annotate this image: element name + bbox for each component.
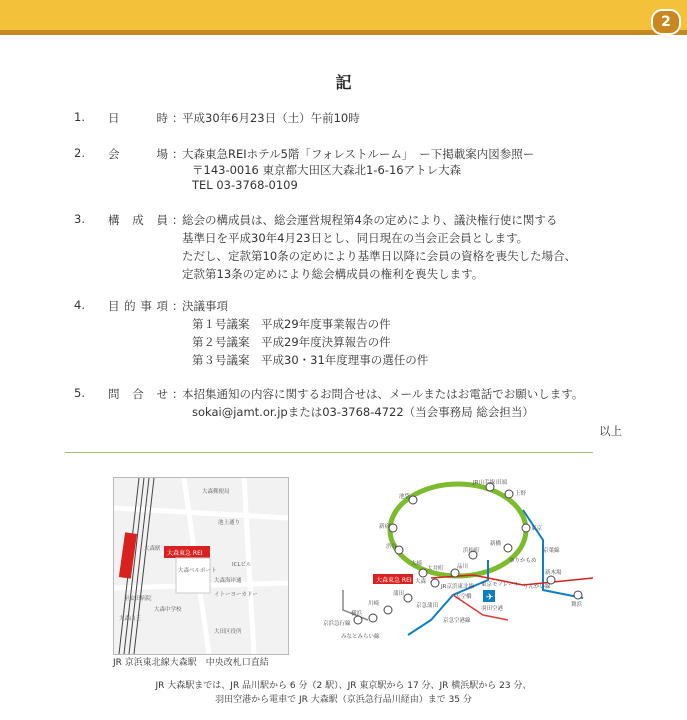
item-label: 構 成 員 bbox=[108, 213, 168, 227]
line-label: JR京浜東北線 bbox=[441, 584, 474, 590]
section-divider bbox=[65, 452, 593, 453]
station-label: 東京 bbox=[531, 526, 543, 532]
item-label: 日 時 bbox=[108, 111, 168, 125]
route-hotel-label: 大森東急 REI bbox=[376, 577, 412, 584]
map-label: 大森山王 bbox=[119, 616, 142, 622]
item-number: 2. bbox=[74, 146, 85, 160]
page-number-badge: 2 bbox=[651, 9, 681, 35]
station-label: 新宿 bbox=[379, 524, 391, 530]
map-label: 大森郵便局 bbox=[202, 489, 230, 495]
item-label: 目 的 事 項 bbox=[108, 299, 168, 313]
map-label: ICLビル bbox=[232, 562, 252, 568]
station-label: 蒲田 bbox=[393, 591, 405, 597]
area-map-drawing bbox=[114, 478, 288, 654]
station-label: 大崎 bbox=[411, 561, 423, 567]
closing-mark: 以上 bbox=[599, 424, 622, 438]
map-label: 池上通り bbox=[218, 520, 241, 526]
station-label: 品川 bbox=[457, 564, 469, 570]
map-label: 大森ベルポート bbox=[178, 568, 217, 574]
item-number: 4. bbox=[74, 298, 85, 312]
map-label: 大森海岸通 bbox=[214, 578, 242, 584]
station-label: 渋谷 bbox=[386, 544, 398, 550]
station-label: ゆりかもめ bbox=[509, 558, 537, 564]
item-text: 〒143-0016 東京都大田区大森北1-6-16アトレ大森 bbox=[192, 163, 462, 177]
item-number: 3. bbox=[74, 212, 85, 226]
map-label: イトーヨーカドー bbox=[214, 592, 258, 598]
station-label: 横浜 bbox=[351, 611, 363, 617]
map-hotel-label: 大森東急 REI bbox=[167, 550, 203, 557]
access-note: JR 大森駅までは、JR 品川駅から 6 分（2 駅）、JR 東京駅から 17 分、JR 横浜駅から 23 分、 bbox=[155, 681, 532, 691]
line-label: りんかい線 bbox=[523, 584, 551, 590]
station-label: 上野 bbox=[515, 491, 527, 497]
map-label: 大森中学校 bbox=[154, 607, 182, 613]
item-text: 総会の構成員は、総会運営規程第4条の定めにより、議決権行使に関する bbox=[182, 213, 558, 227]
station-label: 田端 bbox=[496, 480, 508, 486]
line-label: 京浜急行線 bbox=[323, 621, 351, 627]
map-caption: JR 京浜東北線大森駅 中央改札口直結 bbox=[113, 658, 269, 668]
station-label: JR山手線 bbox=[473, 480, 495, 486]
item-text: 定款第13条の定めにより総会構成員の権利を喪失します。 bbox=[182, 267, 484, 281]
access-note: 羽田空港から電車で JR 大森駅（京浜急行品川経由）まで 35 分 bbox=[215, 695, 472, 705]
item-text: 平成30年6月23日（土）午前10時 bbox=[182, 111, 360, 125]
header-bar bbox=[0, 0, 687, 30]
map-label: 大森駅 bbox=[144, 546, 161, 552]
station-label: 舞浜 bbox=[571, 602, 583, 608]
item-text: 基準日を平成30年4月23日とし、同日現在の当会正会員とします。 bbox=[182, 231, 529, 245]
line-label: 東京モノレール bbox=[481, 582, 520, 588]
station-label: 川崎 bbox=[368, 601, 380, 607]
svg-text:✈: ✈ bbox=[486, 593, 494, 603]
item-text: 第１号議案 平成29年度事業報告の件 bbox=[192, 317, 391, 331]
area-map bbox=[113, 477, 289, 655]
station-label: 大井町 bbox=[427, 566, 444, 572]
item-label: 問 合 せ bbox=[108, 387, 168, 401]
route-map-drawing bbox=[313, 470, 595, 645]
station-label: 羽田空港 bbox=[481, 606, 504, 612]
document-heading: 記 bbox=[335, 73, 352, 92]
station-label: 天空橋 bbox=[455, 594, 472, 600]
map-label: 至安田病院 bbox=[124, 596, 152, 602]
station-label: 大森 bbox=[415, 579, 427, 585]
item-contact-email-phone: sokai@jamt.or.jpまたは03-3768-4722（当会事務局 総会担当） bbox=[192, 405, 534, 419]
station-label: 新橋 bbox=[490, 541, 502, 547]
route-map bbox=[313, 470, 595, 645]
station-label: 浜松町 bbox=[463, 548, 480, 554]
item-number: 5. bbox=[74, 386, 85, 400]
station-label: 京急蒲田 bbox=[416, 603, 439, 609]
item-number: 1. bbox=[74, 110, 85, 124]
item-text: 第３号議案 平成30・31年度理事の選任の件 bbox=[192, 353, 429, 367]
item-text: ただし、定款第10条の定めにより基準日以降に会員の資格を喪失した場合、 bbox=[182, 249, 577, 263]
item-text: 決議事項 bbox=[182, 299, 228, 313]
item-text: TEL 03-3768-0109 bbox=[192, 178, 298, 192]
item-text: 大森東急REIホテル5階「フォレストルーム」 ー下掲載案内図参照ー bbox=[182, 147, 535, 161]
item-text: 第２号議案 平成29年度決算報告の件 bbox=[192, 335, 391, 349]
item-label: 会 場 bbox=[108, 147, 168, 161]
station-label: 京葉線 bbox=[543, 548, 560, 554]
item-text: 本招集通知の内容に関するお問合せは、メールまたはお電話でお願いします。 bbox=[182, 387, 584, 401]
station-label: 池袋 bbox=[399, 494, 411, 500]
line-label: みなとみらい線 bbox=[341, 634, 380, 640]
header-rule bbox=[0, 30, 687, 35]
line-label: 京急空港線 bbox=[443, 618, 471, 624]
map-label: 大田区役所 bbox=[214, 629, 242, 635]
station-label: 新木場 bbox=[545, 570, 562, 576]
